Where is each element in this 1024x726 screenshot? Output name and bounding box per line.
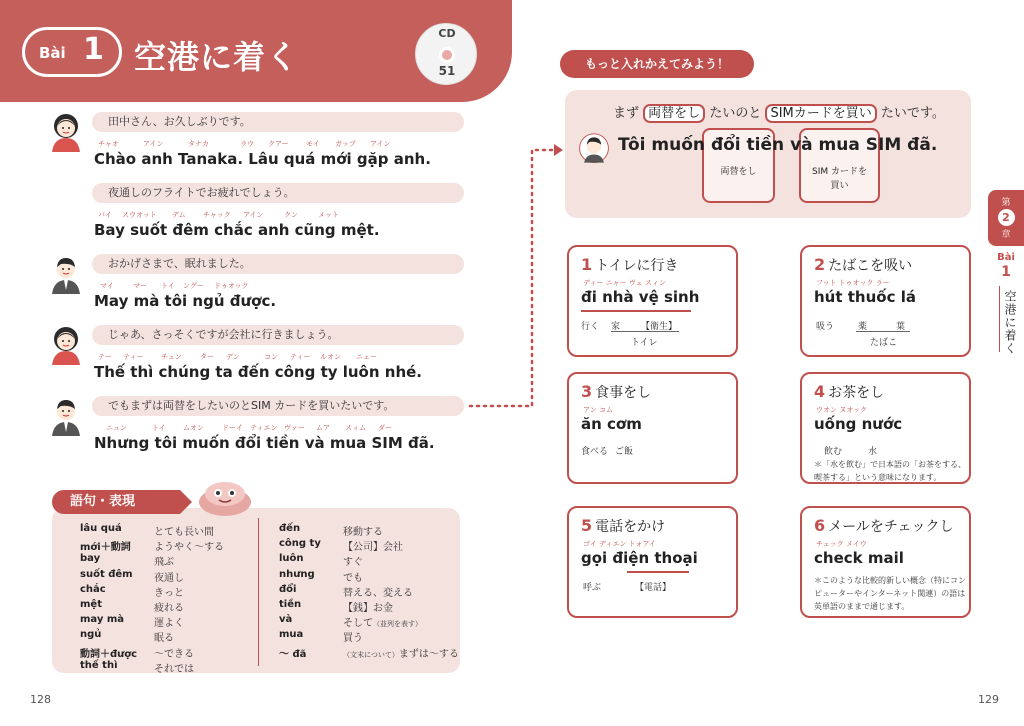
ruby: アイン bbox=[370, 140, 391, 148]
vocab-row bbox=[279, 645, 459, 660]
cd-icon bbox=[415, 23, 477, 85]
vocab-word: nhưng bbox=[279, 568, 315, 580]
vocab-word: chắc bbox=[80, 583, 106, 595]
ruby: ティー bbox=[290, 353, 311, 361]
cd-label: CD bbox=[438, 27, 456, 40]
vocab-row bbox=[80, 645, 250, 660]
lesson-badge-word: Bài bbox=[39, 44, 66, 62]
vocab-meaning: 【銭】お金 bbox=[343, 602, 393, 614]
vocab-meaning: 疲れる bbox=[154, 602, 184, 614]
card-vietnamese: check mail bbox=[814, 549, 904, 567]
card-gloss-combined: たばこ bbox=[870, 338, 898, 348]
ruby: チャオ bbox=[98, 140, 119, 148]
card-vietnamese: ăn cơm bbox=[581, 415, 642, 433]
dialogue-vn-4: Thế thì chúng ta đến công ty luôn nhé. bbox=[94, 363, 422, 381]
substitution-card-5 bbox=[567, 506, 738, 618]
card-vietnamese: đi nhà vệ sinh bbox=[581, 288, 700, 306]
ruby: ラウ bbox=[240, 140, 254, 148]
vocabulary-tag-arrow-icon bbox=[180, 490, 192, 514]
substitution-card-1 bbox=[567, 245, 738, 357]
vocab-row bbox=[279, 584, 459, 599]
card-gloss: 吸う bbox=[816, 322, 835, 332]
card-gloss: 呼ぶ bbox=[583, 583, 602, 593]
dialogue-jp-3: おかげさまで、眠れました。 bbox=[92, 254, 464, 274]
dialogue-vn-2: Bay suốt đêm chắc anh cũng mệt. bbox=[94, 221, 380, 239]
card-ruby: チェック メイウ bbox=[816, 540, 867, 548]
vocab-word: luôn bbox=[279, 553, 304, 565]
dialogue-vn-3: May mà tôi ngủ được. bbox=[94, 292, 277, 310]
ruby: スウオット bbox=[122, 211, 157, 219]
card-title-text: お茶をし bbox=[828, 385, 885, 401]
ruby: バイ bbox=[98, 211, 112, 219]
ruby: アイン bbox=[143, 140, 164, 148]
woman-avatar-icon bbox=[48, 325, 84, 365]
card-title bbox=[814, 516, 953, 536]
card-gloss: ご飯 bbox=[615, 447, 634, 457]
vocab-row bbox=[80, 599, 250, 614]
lesson-badge bbox=[22, 27, 122, 77]
vocab-meaning: ようやく〜する bbox=[154, 542, 224, 554]
vocab-row bbox=[279, 614, 459, 629]
ruby: ングー bbox=[183, 282, 204, 290]
woman-avatar-icon bbox=[48, 112, 84, 152]
ruby: コン bbox=[264, 353, 278, 361]
pattern-gloss-2b: 買い bbox=[830, 181, 849, 191]
card-title-text: 食事をし bbox=[595, 385, 652, 401]
pattern-jp-pre: まず bbox=[613, 106, 640, 121]
ruby: トイ bbox=[161, 282, 175, 290]
substitution-card-4 bbox=[800, 372, 971, 484]
ruby: ニュン bbox=[106, 424, 127, 432]
vocab-word: suốt đêm bbox=[80, 568, 133, 580]
turtle-mascot-icon bbox=[192, 478, 258, 518]
vocab-meaning: でも bbox=[343, 572, 363, 584]
ruby: ルオン bbox=[320, 353, 341, 361]
card-title bbox=[581, 516, 665, 536]
card-number: 2 bbox=[814, 255, 826, 274]
vocab-word: may mà bbox=[80, 614, 125, 626]
vocab-word: 〜 đã bbox=[279, 648, 307, 660]
card-ruby: ディー ニャー ヴェ スィン bbox=[583, 279, 667, 287]
ruby: スィム bbox=[345, 424, 367, 432]
ruby: ムオン bbox=[183, 424, 204, 432]
vocab-row bbox=[80, 553, 250, 568]
card-gloss: 家 bbox=[611, 322, 621, 332]
ruby: メット bbox=[318, 211, 339, 219]
ruby: ムア bbox=[316, 424, 330, 432]
vocab-row bbox=[80, 584, 250, 599]
vocab-note: （文末について） bbox=[343, 650, 399, 659]
card-underline bbox=[627, 571, 689, 573]
side-tab-bai-number: 1 bbox=[1001, 264, 1011, 280]
card-title bbox=[581, 382, 651, 402]
vocab-row bbox=[80, 538, 250, 553]
card-number: 4 bbox=[814, 382, 826, 401]
ruby: デム bbox=[172, 211, 186, 219]
card-title-text: 電話をかけ bbox=[595, 519, 666, 535]
pattern-box bbox=[565, 90, 971, 218]
man-avatar-icon bbox=[577, 132, 611, 168]
vocab-word: lâu quá bbox=[80, 523, 122, 534]
card-gloss: 水 bbox=[868, 447, 878, 457]
vocab-meaning: 運よく bbox=[154, 618, 184, 630]
card-title-text: たばこを吸い bbox=[828, 258, 913, 274]
substitution-card-2 bbox=[800, 245, 971, 357]
vocabulary-tag: 語句・表現 bbox=[52, 490, 180, 514]
ruby: ドーイ bbox=[222, 424, 243, 432]
man-avatar-icon bbox=[48, 396, 84, 436]
vocab-row bbox=[279, 538, 459, 553]
ruby: マー bbox=[133, 282, 147, 290]
card-title bbox=[814, 382, 884, 402]
card-vietnamese: hút thuốc lá bbox=[814, 288, 916, 306]
dialogue-vn-5: Nhưng tôi muốn đổi tiền và mua SIM đã. bbox=[94, 434, 435, 452]
side-tab-bai: Bài bbox=[997, 252, 1015, 263]
vocab-row bbox=[80, 569, 250, 584]
card-title bbox=[814, 255, 912, 275]
vocab-word: ngủ bbox=[80, 629, 102, 641]
practice-title: もっと入れかえてみよう！ bbox=[560, 50, 754, 78]
card-vietnamese: uống nước bbox=[814, 415, 903, 433]
card-number: 6 bbox=[814, 516, 826, 535]
vocabulary-divider bbox=[258, 518, 259, 666]
pattern-vn-slot-1: đổi tiền bbox=[710, 135, 785, 155]
vocab-meaning bbox=[343, 645, 459, 660]
vocab-row bbox=[279, 599, 459, 614]
vocab-meaning: 〜できる bbox=[154, 648, 194, 660]
card-title-text: メールをチェックし bbox=[828, 519, 954, 535]
card-ruby: アン コム bbox=[583, 406, 613, 414]
vocab-meaning: 【公司】会社 bbox=[343, 542, 403, 554]
vocab-meaning: すぐ bbox=[343, 557, 363, 569]
lesson-title: 空港に着く bbox=[134, 38, 300, 76]
vocab-meaning: とても長い間 bbox=[154, 527, 214, 538]
vocab-meaning: 移動する bbox=[343, 527, 383, 538]
man-avatar-icon bbox=[48, 254, 84, 294]
card-number: 5 bbox=[581, 516, 593, 535]
ruby: チャック bbox=[203, 211, 231, 219]
substitution-card-3 bbox=[567, 372, 738, 484]
vocab-row bbox=[279, 553, 459, 568]
card-gloss: 行く bbox=[581, 322, 600, 332]
vocab-meaning: 眠る bbox=[154, 633, 174, 645]
ruby: ヴァー bbox=[284, 424, 305, 432]
ruby: クアー bbox=[268, 140, 289, 148]
card-note: ＊「水を飲む」で日本語の「お茶をする、喫茶する」という意味になります。 bbox=[814, 460, 966, 482]
ruby: ティエン bbox=[250, 424, 278, 432]
vocabulary-column-right bbox=[279, 523, 459, 660]
ruby: ティー bbox=[123, 353, 144, 361]
ruby: マイ bbox=[100, 282, 114, 290]
cd-hole-icon bbox=[439, 47, 455, 63]
vocab-meaning: 夜通し bbox=[154, 572, 184, 584]
vocab-meaning bbox=[343, 614, 422, 629]
card-bracket-line bbox=[611, 331, 679, 332]
vocab-word: mệt bbox=[80, 598, 102, 610]
pattern-vn-post: đã. bbox=[907, 135, 938, 155]
vocab-meaning-text: そして bbox=[343, 618, 373, 630]
dotted-connector bbox=[466, 140, 566, 410]
card-bracket-line bbox=[856, 331, 910, 332]
vocab-meaning: 替える、変える bbox=[343, 587, 413, 599]
ruby: モイ bbox=[306, 140, 320, 148]
side-tab-line bbox=[999, 286, 1000, 352]
dialogue-jp-4: じゃあ、さっそくですが会社に行きましょう。 bbox=[92, 325, 464, 345]
pattern-jp-post: たいです。 bbox=[880, 106, 945, 121]
vocab-word: mới＋動詞 bbox=[80, 542, 131, 554]
vocab-word: đến bbox=[279, 523, 301, 534]
page-number-left: 128 bbox=[30, 693, 51, 706]
vocab-row bbox=[80, 629, 250, 644]
vocab-word: thế thì bbox=[80, 659, 118, 671]
ruby: デン bbox=[226, 353, 240, 361]
vocab-meaning: それでは bbox=[154, 663, 194, 675]
vocab-row bbox=[80, 660, 250, 675]
pattern-vn bbox=[618, 135, 937, 155]
vocab-meaning: 飛ぶ bbox=[154, 557, 174, 569]
dialogue-jp-2: 夜通しのフライトでお疲れでしょう。 bbox=[92, 183, 464, 203]
pattern-jp-mid: たいのと bbox=[709, 106, 762, 121]
vocab-row bbox=[80, 523, 250, 538]
ruby: チュン bbox=[161, 353, 182, 361]
card-gloss: 食べる bbox=[581, 447, 609, 457]
pattern-vn-pre: Tôi muốn bbox=[618, 135, 706, 155]
pattern-jp bbox=[613, 102, 945, 121]
vocab-word: công ty bbox=[279, 538, 321, 550]
vocab-word: và bbox=[279, 614, 293, 626]
card-title-text: トイレに行き bbox=[595, 258, 679, 274]
ruby: クン bbox=[284, 211, 298, 219]
ruby: テー bbox=[98, 353, 112, 361]
card-gloss: 【電話】 bbox=[635, 583, 672, 593]
card-ruby: フット トゥオック ラー bbox=[816, 279, 890, 287]
card-gloss: 飲む bbox=[824, 447, 843, 457]
vocab-row bbox=[279, 569, 459, 584]
pattern-gloss-1: 両替をし bbox=[720, 167, 757, 177]
vocab-word: đổi bbox=[279, 583, 297, 595]
ruby: アイン bbox=[243, 211, 264, 219]
chapter-prefix: 第 bbox=[1001, 198, 1011, 208]
vocab-note: （並列を表す） bbox=[373, 620, 422, 629]
ruby: ドゥオック bbox=[214, 282, 249, 290]
ruby: ニェー bbox=[356, 353, 377, 361]
vocab-word: 動詞＋được bbox=[80, 648, 138, 660]
chapter-badge bbox=[988, 190, 1024, 246]
cd-track-number: 51 bbox=[438, 64, 456, 78]
ruby: ガップ bbox=[335, 140, 356, 148]
dialogue-vn-1: Chào anh Tanaka. Lâu quá mới gặp anh. bbox=[94, 150, 431, 168]
vocab-row bbox=[279, 629, 459, 644]
vocab-row bbox=[279, 523, 459, 538]
card-gloss: 【衛生】 bbox=[641, 322, 678, 332]
card-underline bbox=[581, 310, 691, 312]
card-gloss-combined: トイレ bbox=[631, 338, 658, 348]
pattern-vn-slot-2: mua SIM bbox=[818, 135, 902, 155]
vocabulary-column-left bbox=[80, 523, 250, 675]
ruby: トイ bbox=[152, 424, 166, 432]
chapter-side-tab bbox=[988, 190, 1024, 358]
dialogue-jp-5: でもまずは両替をしたいのとSIM カードを買いたいです。 bbox=[92, 396, 464, 416]
card-gloss: 葉 bbox=[896, 322, 906, 332]
card-title bbox=[581, 255, 678, 275]
card-vietnamese: gọi điện thoại bbox=[581, 549, 698, 567]
ruby: ター bbox=[200, 353, 214, 361]
vocab-meaning: きっと bbox=[154, 587, 184, 599]
pattern-jp-slot-2: SIMカードを買い bbox=[765, 104, 876, 123]
dialogue-jp-1: 田中さん、お久しぶりです。 bbox=[92, 112, 464, 132]
chapter-suffix: 章 bbox=[1001, 230, 1011, 240]
card-note: ＊このような比較的新しい概念（特にコンピューターやインターネット関連）の語は英単語のままで通じます。 bbox=[814, 576, 966, 611]
vocab-meaning: 買う bbox=[343, 633, 363, 645]
ruby: ダー bbox=[378, 424, 392, 432]
card-number: 3 bbox=[581, 382, 593, 401]
card-gloss: 薬 bbox=[858, 322, 868, 332]
card-ruby: ウオン ヌオック bbox=[816, 406, 868, 414]
pattern-vn-mid: và bbox=[790, 135, 813, 155]
vocab-row bbox=[80, 614, 250, 629]
substitution-card-6 bbox=[800, 506, 971, 618]
chapter-number: 2 bbox=[998, 209, 1015, 226]
vocab-word: mua bbox=[279, 629, 304, 641]
page-number-right: 129 bbox=[978, 693, 999, 706]
ruby: タナカ bbox=[188, 140, 209, 148]
card-number: 1 bbox=[581, 255, 593, 274]
lesson-badge-number: 1 bbox=[83, 32, 104, 67]
vocab-word: bay bbox=[80, 553, 101, 565]
vocab-meaning-text: まずは〜する bbox=[398, 648, 459, 660]
pattern-jp-slot-1: 両替をし bbox=[643, 104, 705, 123]
pattern-gloss-2a: SIM カードを bbox=[812, 167, 867, 177]
vocab-word: tiền bbox=[279, 598, 302, 610]
side-tab-title: 空港に着く bbox=[1003, 290, 1017, 355]
card-ruby: ゴイ ディエン トォアイ bbox=[583, 540, 656, 548]
